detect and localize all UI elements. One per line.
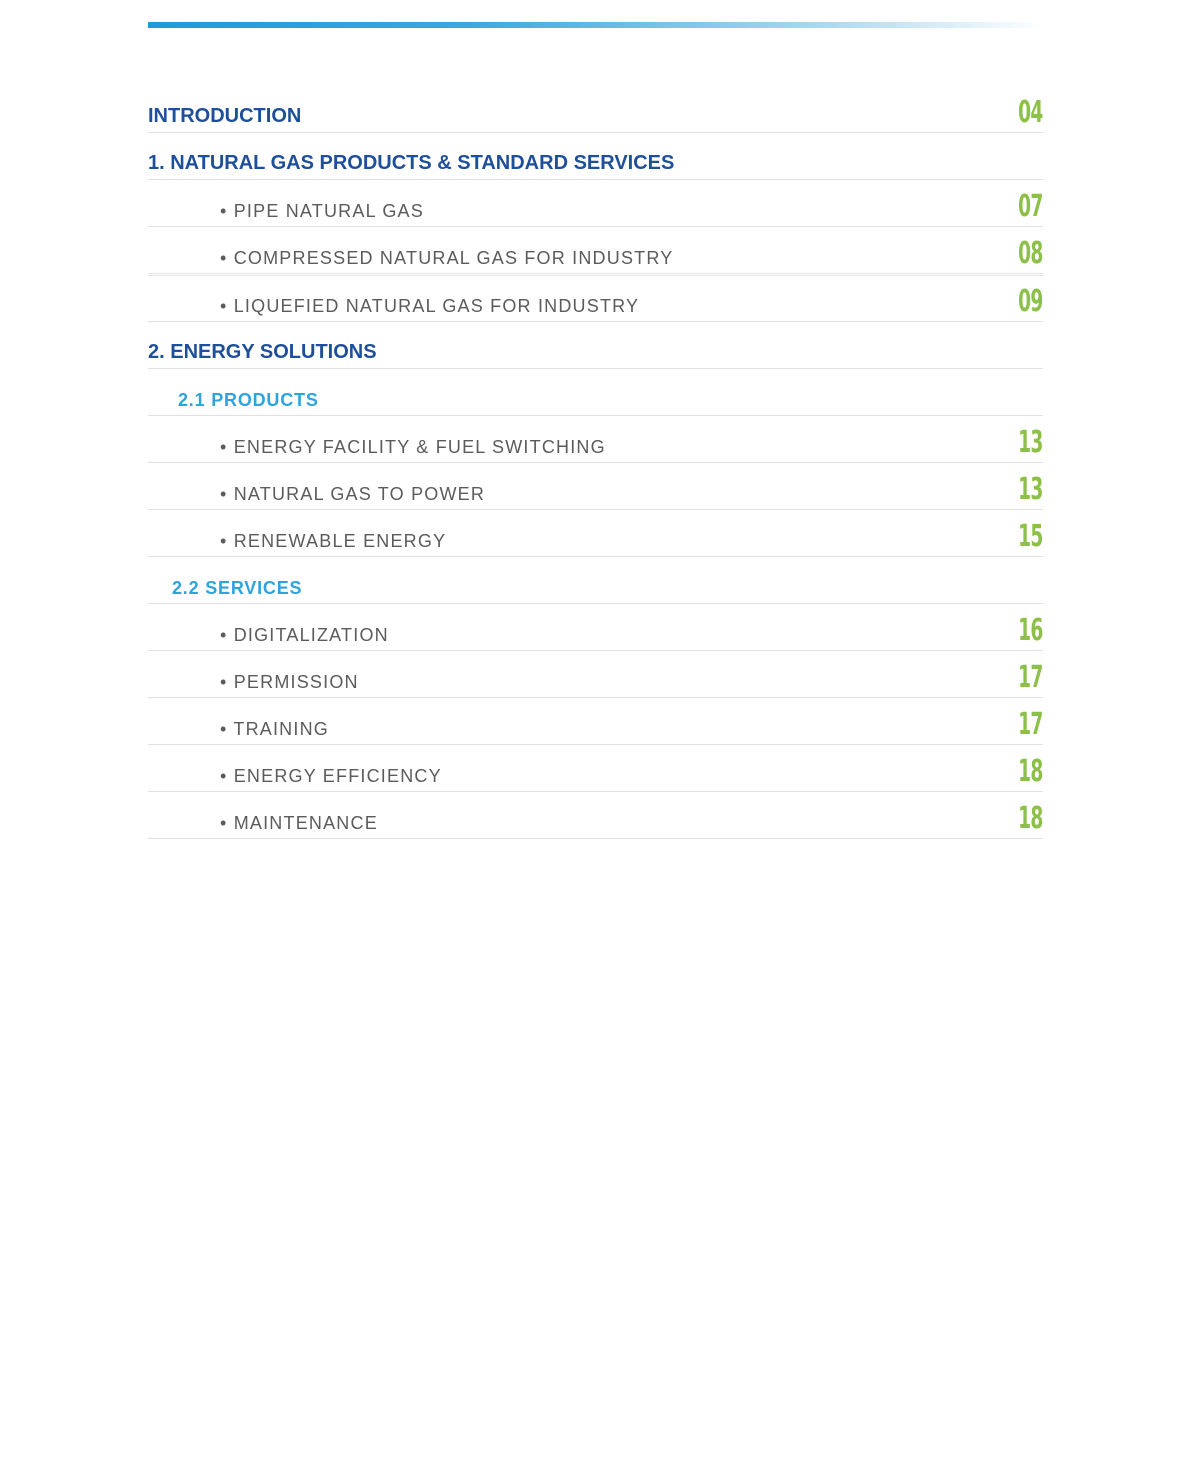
toc-entry-natural-gas-to-power[interactable] bbox=[148, 463, 1043, 510]
toc-section-natural-gas[interactable] bbox=[148, 133, 1043, 180]
toc-subsection-products[interactable] bbox=[148, 369, 1043, 416]
toc-subsection-label: 2.2 SERVICES bbox=[172, 578, 303, 598]
toc-page-number: 07 bbox=[1018, 189, 1043, 224]
toc-page-number: 17 bbox=[1018, 660, 1043, 695]
toc-entry-permission[interactable] bbox=[148, 651, 1043, 698]
toc-section-label: 2. ENERGY SOLUTIONS bbox=[148, 341, 377, 363]
toc-entry-compressed-natural-gas[interactable] bbox=[148, 227, 1043, 276]
toc-page-number: 04 bbox=[1018, 95, 1043, 130]
toc-page-number: 08 bbox=[1018, 236, 1043, 271]
toc-entry-label: • PERMISSION bbox=[220, 672, 359, 692]
toc-entry-label: • ENERGY EFFICIENCY bbox=[220, 766, 442, 786]
toc-entry-label: • NATURAL GAS TO POWER bbox=[220, 484, 486, 504]
toc-entry-liquefied-natural-gas[interactable] bbox=[148, 276, 1043, 322]
toc-entry-label: • PIPE NATURAL GAS bbox=[220, 201, 424, 221]
toc-subsection-services[interactable] bbox=[148, 557, 1043, 604]
toc-entry-label: INTRODUCTION bbox=[148, 105, 302, 127]
toc-entry-energy-facility[interactable] bbox=[148, 416, 1043, 463]
toc-page-number: 13 bbox=[1018, 472, 1043, 507]
toc-entry-energy-efficiency[interactable] bbox=[148, 745, 1043, 792]
toc-entry-training[interactable] bbox=[148, 698, 1043, 745]
toc-section-energy-solutions[interactable] bbox=[148, 322, 1043, 369]
toc-entry-label: • TRAINING bbox=[220, 719, 329, 739]
toc-subsection-label: 2.1 PRODUCTS bbox=[178, 390, 319, 410]
toc-page-number: 18 bbox=[1018, 754, 1043, 789]
toc-entry-label: • COMPRESSED NATURAL GAS FOR INDUSTRY bbox=[220, 248, 674, 268]
toc-entry-digitalization[interactable] bbox=[148, 604, 1043, 651]
toc-entry-maintenance[interactable] bbox=[148, 792, 1043, 839]
toc-page-number: 18 bbox=[1018, 801, 1043, 836]
toc-entry-renewable-energy[interactable] bbox=[148, 510, 1043, 557]
header-accent-bar bbox=[148, 22, 1043, 28]
toc-entry-introduction[interactable] bbox=[148, 86, 1043, 133]
toc-section-label: 1. NATURAL GAS PRODUCTS & STANDARD SERVICES bbox=[148, 152, 675, 174]
toc-page-number: 15 bbox=[1018, 519, 1043, 554]
toc-entry-label: • DIGITALIZATION bbox=[220, 625, 389, 645]
toc-page-number: 17 bbox=[1018, 707, 1043, 742]
toc-page-number: 09 bbox=[1018, 284, 1043, 319]
toc-entry-pipe-natural-gas[interactable] bbox=[148, 180, 1043, 227]
table-of-contents bbox=[148, 86, 1043, 839]
toc-page-number: 13 bbox=[1018, 425, 1043, 460]
toc-entry-label: • MAINTENANCE bbox=[220, 813, 378, 833]
toc-page-number: 16 bbox=[1018, 613, 1043, 648]
toc-entry-label: • RENEWABLE ENERGY bbox=[220, 531, 447, 551]
toc-entry-label: • LIQUEFIED NATURAL GAS FOR INDUSTRY bbox=[220, 296, 640, 316]
toc-entry-label: • ENERGY FACILITY & FUEL SWITCHING bbox=[220, 437, 606, 457]
